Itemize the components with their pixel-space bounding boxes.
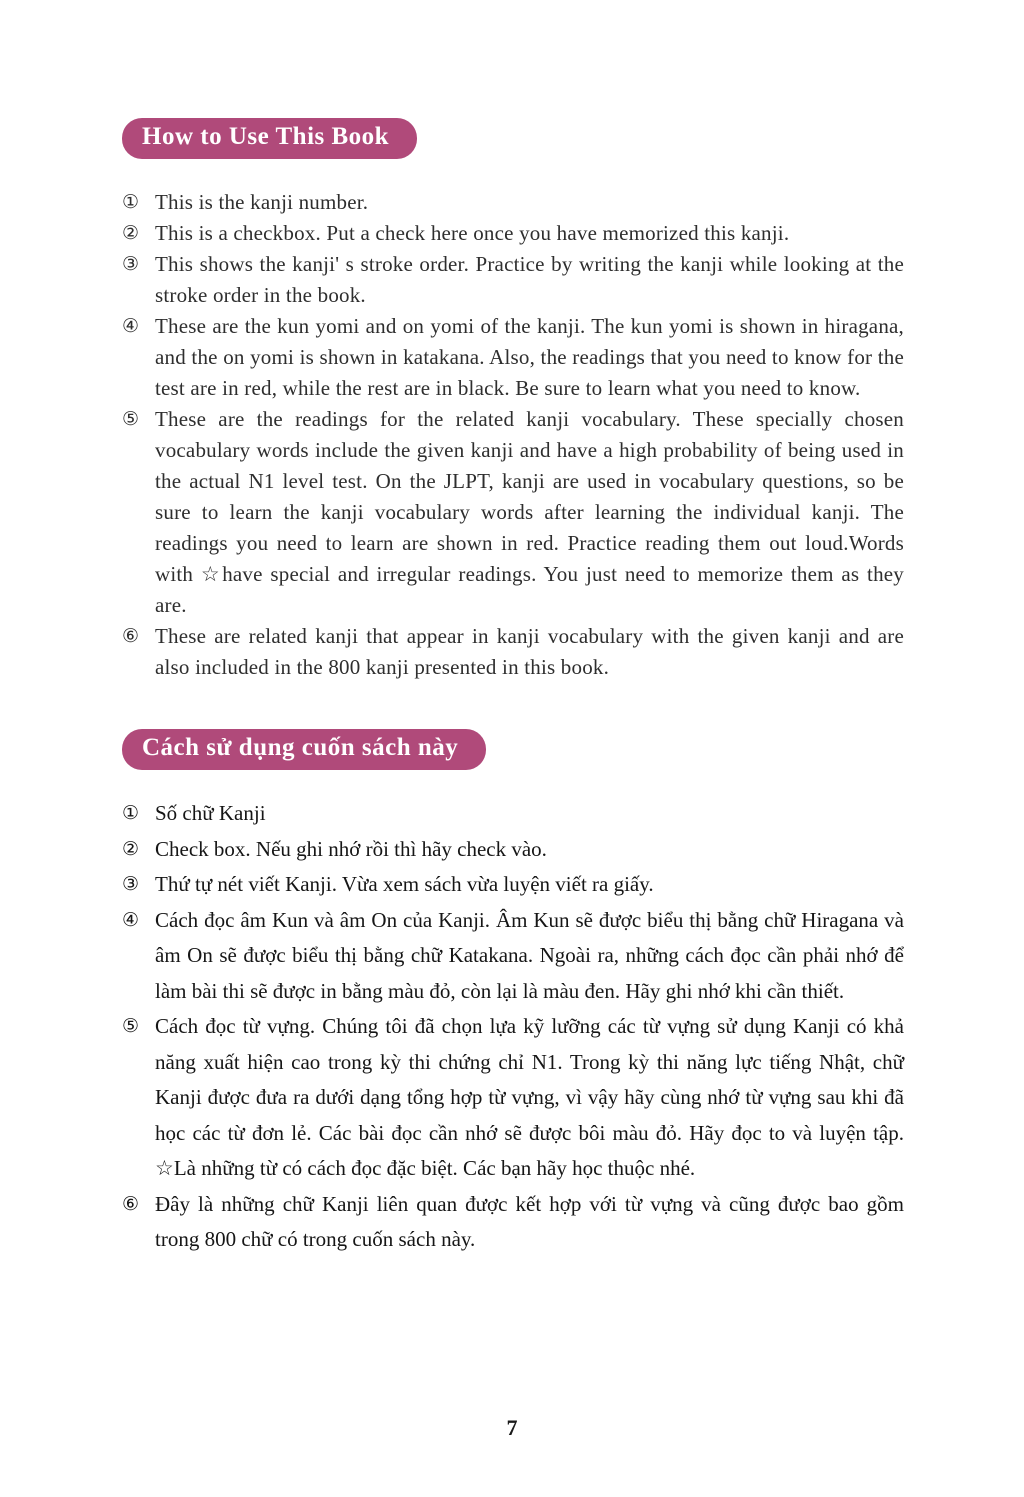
item-text: This is the kanji number.: [155, 190, 369, 214]
list-item: [122, 311, 904, 404]
item-number-icon: ①: [122, 802, 140, 824]
list-item: [122, 796, 904, 832]
item-text: These are the readings for the related kanji vocabulary. These specially chosen vocabulary words include the given kanji and have a high probability of being used in the actual N1 level test. On the JLPT, kanji are used in vocabulary questions, so be sure to learn the kanji vocabulary words after learning the individual kanji. The readings you need to learn are shown in red. Practice reading them out loud.Words with ☆have special and irregular readings. You just need to memorize them as they are.: [155, 407, 904, 617]
list-item: [122, 621, 904, 683]
section-title-pill-vietnamese: [122, 729, 486, 770]
section-title-vietnamese: Cách sử dụng cuốn sách này: [142, 734, 459, 761]
list-item: [122, 832, 904, 868]
item-number-icon: ④: [122, 315, 140, 337]
item-number-icon: ④: [122, 908, 140, 931]
item-number-icon: ③: [122, 873, 140, 895]
section-title-english: How to Use This Book: [142, 123, 390, 150]
item-number-icon: ③: [122, 253, 140, 275]
list-item: [122, 404, 904, 621]
item-number-icon: ②: [122, 837, 140, 860]
item-number-icon: ②: [122, 222, 140, 244]
instruction-list-vietnamese: [122, 796, 904, 1258]
section-vietnamese: [122, 729, 904, 1258]
list-item: [122, 187, 904, 218]
item-number-icon: ⑤: [122, 1015, 140, 1037]
list-item: [122, 1009, 904, 1187]
item-text: Đây là những chữ Kanji liên quan được kết hợp với từ vựng và cũng được bao gồm trong 800 chữ có trong cuốn sách này.: [155, 1191, 904, 1251]
item-number-icon: ⑥: [122, 625, 140, 647]
item-number-icon: ①: [122, 191, 140, 213]
item-text: These are related kanji that appear in kanji vocabulary with the given kanji and are also included in the 800 kanji presented in this book.: [155, 624, 904, 679]
item-text: Cách đọc âm Kun và âm On của Kanji. Âm Kun sẽ được biểu thị bằng chữ Hiragana và âm On sẽ được biểu thị bằng chữ Katakana. Ngoài ra, những cách đọc cần phải nhớ để làm bài thi sẽ được in bằng màu đỏ, còn lại là màu đen. Hãy ghi nhớ khi cần thiết.: [155, 907, 904, 1003]
list-item: [122, 218, 904, 249]
list-item: [122, 1187, 904, 1258]
item-text: Thứ tự nét viết Kanji. Vừa xem sách vừa luyện viết ra giấy.: [155, 872, 654, 896]
item-text: This shows the kanji' s stroke order. Practice by writing the kanji while looking at the stroke order in the book.: [155, 252, 904, 307]
item-text: Cách đọc từ vựng. Chúng tôi đã chọn lựa kỹ lưỡng các từ vựng sử dụng Kanji có khả năng xuất hiện cao trong kỳ thi chứng chỉ N1. Trong kỳ thi năng lực tiếng Nhật, chữ Kanji được đưa ra dưới dạng tổng hợp từ vựng, vì vậy hãy cùng nhớ từ vựng sau khi đã học các từ đơn lẻ. Các bài đọc cần nhớ sẽ được bôi màu đỏ. Hãy đọc to và luyện tập. ☆Là những từ có cách đọc đặc biệt. Các bạn hãy học thuộc nhé.: [155, 1014, 904, 1180]
item-text: Check box. Nếu ghi nhớ rồi thì hãy check vào.: [155, 836, 547, 861]
page-number: 7: [506, 1415, 518, 1440]
list-item: [122, 903, 904, 1010]
item-text: This is a checkbox. Put a check here once you have memorized this kanji.: [155, 221, 790, 245]
instruction-list-english: [122, 187, 904, 683]
section-english: [122, 118, 904, 683]
item-number-icon: ⑤: [122, 408, 140, 430]
list-item: [122, 867, 904, 903]
section-title-pill-english: [122, 118, 417, 159]
list-item: [122, 249, 904, 311]
item-text: These are the kun yomi and on yomi of the kanji. The kun yomi is shown in hiragana, and the on yomi is shown in katakana. Also, the readings that you need to know for the test are in red, while the rest are in black. Be sure to learn what you need to know.: [155, 314, 904, 400]
item-number-icon: ⑥: [122, 1192, 140, 1215]
item-text: Số chữ Kanji: [155, 801, 266, 825]
